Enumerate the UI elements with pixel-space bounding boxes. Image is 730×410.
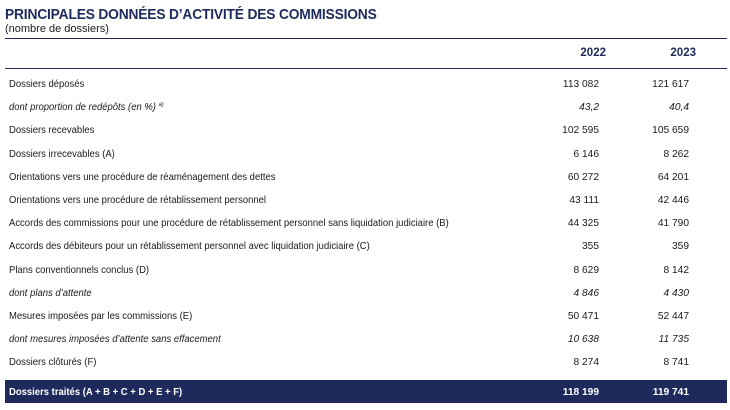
table-row	[5, 259, 727, 282]
total-label: Dossiers traités (A + B + C + D + E + F)	[9, 387, 183, 398]
row-value-2023: 359	[672, 241, 689, 253]
total-value-2022: 118 199	[562, 387, 599, 398]
table-row	[5, 96, 727, 119]
table-row	[5, 143, 727, 166]
row-value-2023: 105 659	[652, 125, 689, 137]
row-value-2022: 50 471	[567, 311, 599, 322]
row-label-text: Accords des commissions pour une procédure de rétablissement personnel sans liquidation judiciaire (B)	[9, 218, 449, 230]
row-value-2023: 8 741	[663, 357, 689, 369]
row-value-2022: 8 274	[573, 357, 599, 369]
row-label	[9, 79, 84, 90]
row-value-2022: 355	[582, 241, 599, 253]
row-label	[9, 357, 96, 368]
table-row	[5, 351, 727, 374]
row-label-text: Dossiers déposés	[9, 79, 85, 90]
row-value-2023: 42 446	[657, 195, 689, 206]
row-label-text: Plans conventionnels conclus (D)	[9, 264, 150, 276]
row-value-2022: 6 146	[573, 148, 599, 160]
table-row	[5, 73, 727, 96]
row-value-2022: 44 325	[567, 218, 599, 230]
total-row	[5, 380, 727, 403]
header-rule	[5, 68, 727, 69]
row-value-2022: 43,2	[579, 102, 599, 114]
row-value-2022: 113 082	[562, 79, 599, 90]
column-header-2023: 2023	[670, 47, 696, 59]
row-value-2022: 43 111	[569, 195, 599, 206]
table-subtitle: (nombre de dossiers)	[5, 23, 109, 35]
row-label	[9, 149, 115, 160]
table-row	[5, 282, 727, 305]
row-label	[9, 102, 164, 113]
table-row	[5, 305, 727, 328]
row-value-2023: 41 790	[657, 218, 689, 230]
row-label	[9, 195, 266, 206]
row-value-2023: 64 201	[657, 171, 689, 183]
row-label-text: Orientations vers une procédure de réaménagement des dettes	[9, 171, 276, 183]
row-value-2023: 8 262	[663, 148, 689, 160]
table-row	[5, 189, 727, 212]
row-value-2022: 4 846	[573, 287, 599, 299]
row-label	[9, 172, 276, 183]
table-title: PRINCIPALES DONNÉES D’ACTIVITÉ DES COMMISSIONS	[5, 6, 377, 23]
row-value-2022: 102 595	[562, 125, 599, 137]
row-label	[9, 241, 370, 252]
row-label-text: Dossiers clôturés (F)	[9, 357, 97, 369]
column-header-2022: 2022	[580, 47, 606, 59]
row-label-text: Dossiers recevables	[9, 125, 95, 137]
table-row	[5, 212, 727, 235]
row-label-text: Dossiers irrecevables (A)	[9, 148, 115, 160]
row-value-2023: 4 430	[663, 287, 689, 299]
row-label-text: Mesures imposées par les commissions (E)	[9, 311, 193, 322]
table-row	[5, 328, 727, 351]
row-label-text: Accords des débiteurs pour un rétablissement personnel avec liquidation judiciaire (C)	[9, 241, 370, 253]
table-row	[5, 119, 727, 142]
table-row	[5, 235, 727, 258]
footnote-marker: a)	[158, 102, 164, 109]
total-value-2023: 119 741	[652, 387, 689, 398]
row-label	[9, 265, 149, 276]
row-label-text: dont mesures imposées d’attente sans effacement	[9, 334, 221, 346]
row-label-text: dont proportion de redépôts (en %)	[9, 102, 156, 114]
row-value-2023: 121 617	[652, 79, 689, 90]
table-row	[5, 166, 727, 189]
row-value-2023: 52 447	[657, 311, 689, 322]
row-label	[9, 311, 192, 322]
row-value-2022: 8 629	[573, 264, 599, 276]
row-value-2023: 40,4	[669, 102, 689, 114]
row-value-2022: 10 638	[567, 334, 599, 346]
row-label	[9, 334, 221, 345]
top-rule	[5, 38, 727, 39]
row-label	[9, 125, 94, 136]
row-value-2022: 60 272	[567, 171, 599, 183]
row-value-2023: 11 735	[658, 334, 689, 346]
row-label	[9, 218, 449, 229]
row-label-text: Orientations vers une procédure de rétablissement personnel	[9, 195, 267, 206]
row-value-2023: 8 142	[663, 264, 689, 276]
row-label	[9, 288, 92, 299]
row-label-text: dont plans d’attente	[9, 287, 92, 299]
